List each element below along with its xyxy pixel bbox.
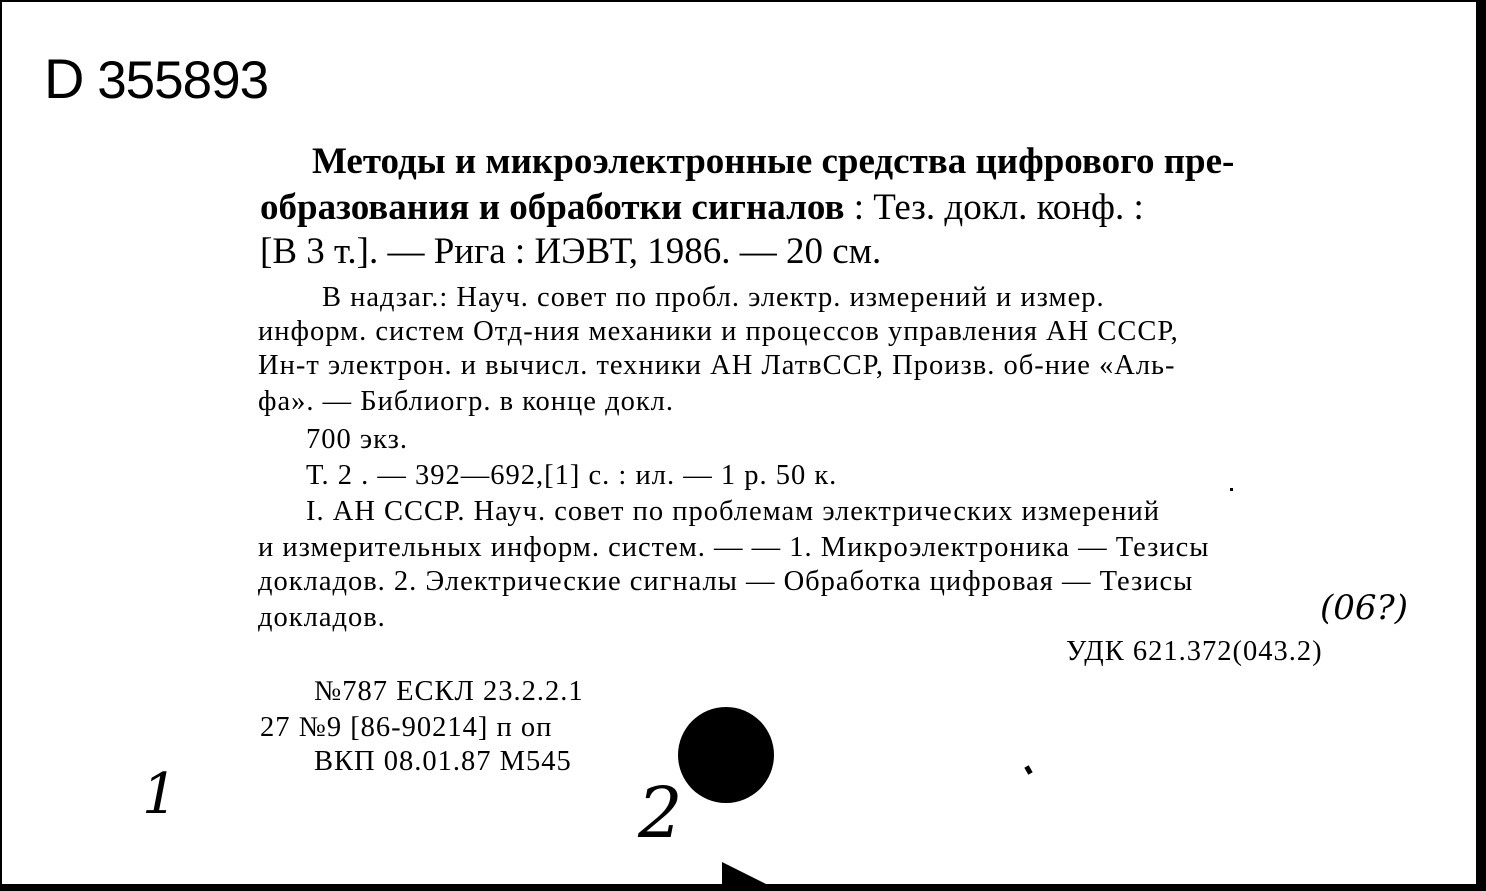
accession-digits: 355893 <box>97 51 269 110</box>
subject-line-4: докладов. <box>258 602 386 633</box>
ink-speck <box>1024 765 1032 774</box>
title-line-3: [В 3 т.]. — Рига : ИЭВТ, 1986. — 20 см. <box>260 231 882 272</box>
title-line-1: Методы и микроэлектронные средства цифрового пре- <box>312 141 1235 182</box>
edition-count: 700 экз. <box>306 424 408 455</box>
subject-line-3: докладов. 2. Электрические сигналы — Обработка цифровая — Тезисы <box>258 566 1194 597</box>
handwritten-code: (06?) <box>1320 588 1409 628</box>
accession-number <box>44 46 268 111</box>
body-line-2: информ. систем Отд-ния механики и процессов управления АН СССР, <box>258 316 1179 347</box>
accession-prefix: D <box>44 47 84 110</box>
volume-pages: Т. 2 . — 392—692,[1] с. : ил. — 1 р. 50 к. <box>306 460 838 491</box>
handwritten-mark-left: 1 <box>142 762 178 827</box>
handwritten-mark-bottom: 2 <box>638 772 683 854</box>
udc-code: УДК 621.372(043.2) <box>1066 636 1323 667</box>
body-line-3: Ин-т электрон. и вычисл. техники АН ЛатвССР, Произв. об-ние «Аль- <box>258 350 1176 381</box>
subject-line-2: и измерительных информ. систем. — — 1. Микроэлектроника — Тезисы <box>258 532 1210 563</box>
body-line-1: В надзаг.: Науч. совет по пробл. электр. измерений и измер. <box>322 282 1105 313</box>
ink-dot <box>1230 488 1233 491</box>
body-line-4: фа». — Библиогр. в конце докл. <box>258 386 675 417</box>
footer-line-2: 27 №9 [86-90214] п оп <box>260 712 553 743</box>
card-tab-shape <box>722 862 782 884</box>
title-line-2: образования и обработки сигналов : Тез. докл. конф. : <box>260 187 1144 228</box>
subject-line-1: I. АН СССР. Науч. совет по проблемам электрических измерений <box>306 496 1160 527</box>
punch-hole <box>678 707 774 803</box>
footer-line-1: №787 ЕСКЛ 23.2.2.1 <box>314 676 584 707</box>
footer-line-3: ВКП 08.01.87 М545 <box>314 746 572 777</box>
